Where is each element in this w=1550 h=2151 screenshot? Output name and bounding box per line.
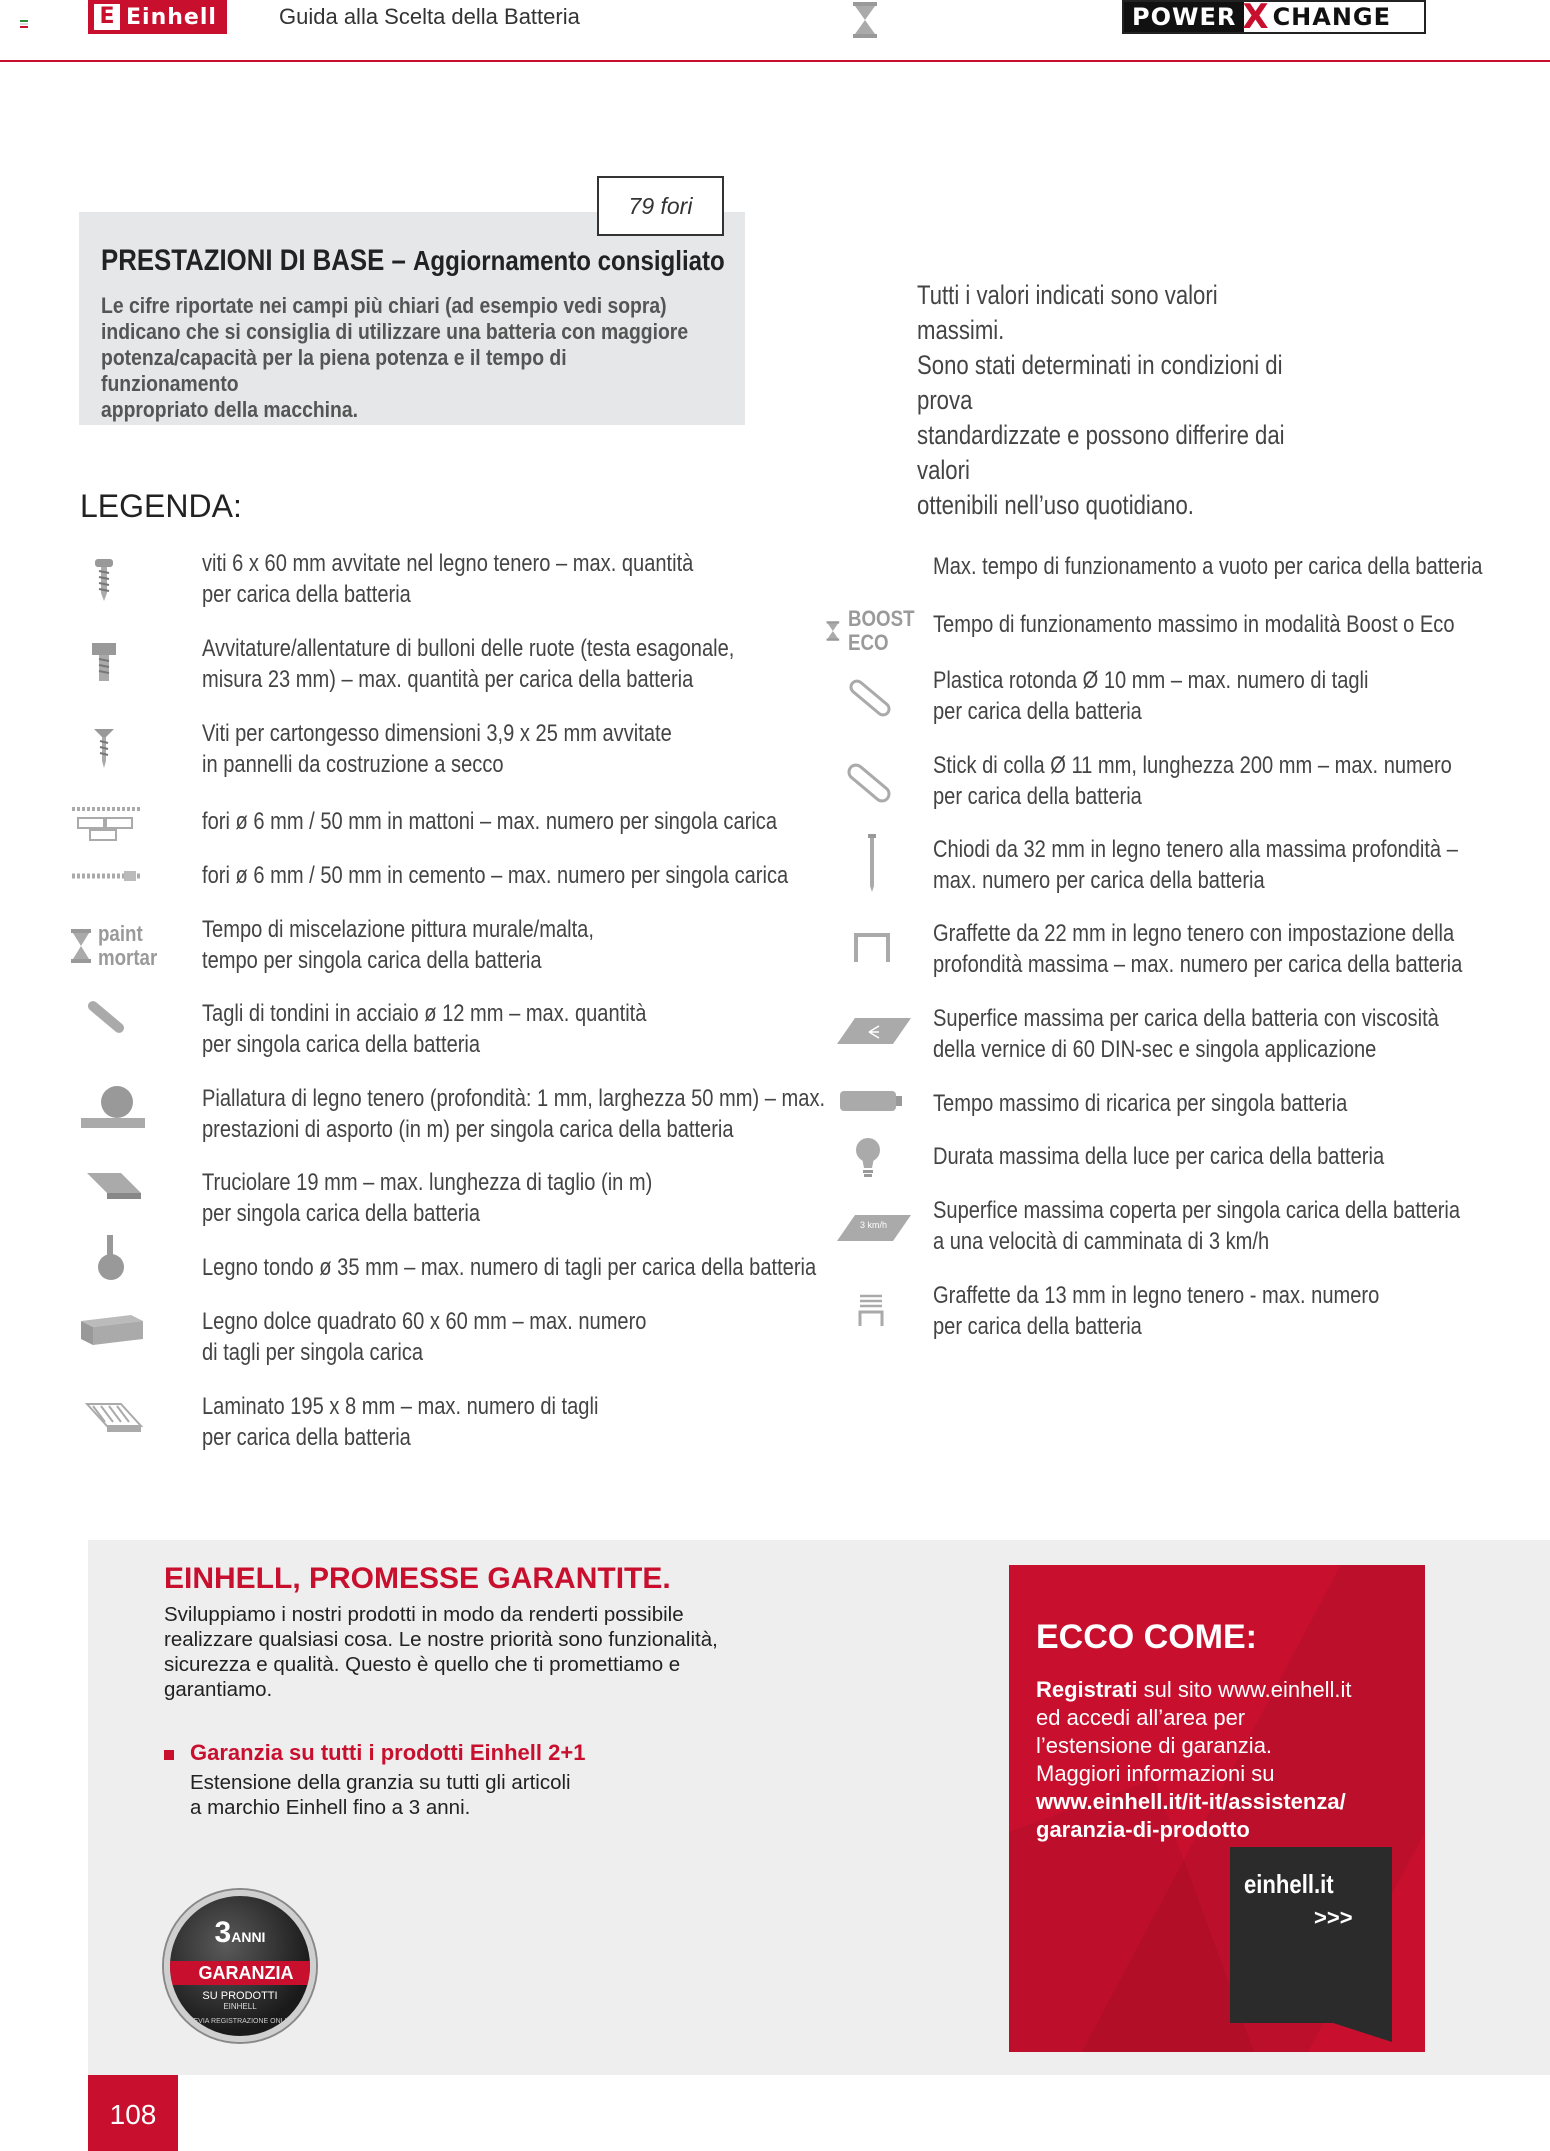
legend-line: per carica della batteria [933, 1313, 1142, 1340]
desc-line: potenza/capacità per la piena potenza e il tempo di funzionamento [101, 345, 567, 396]
legend-line: Graffette da 22 mm in legno tenero con impostazione della [933, 920, 1455, 947]
legend-item [933, 1141, 1384, 1172]
page-number: 108 [88, 2075, 178, 2151]
legend-line: Graffette da 13 mm in legno tenero - max. numero [933, 1282, 1380, 1309]
seal-years-word: ANNI [231, 1929, 266, 1945]
boost-eco-icon [826, 604, 926, 658]
speed-label: 3 km/h [860, 1220, 888, 1230]
legend-line: Durata massima della luce per carica della batteria [933, 1143, 1385, 1170]
note-line: ottenibili nell’uso quotidiano. [917, 490, 1194, 520]
legend-item [933, 918, 1462, 980]
legend-line: per singola carica della batteria [202, 1031, 481, 1058]
wheel-bolt-icon [84, 638, 124, 688]
site-label[interactable]: einhell.it [1244, 1869, 1334, 1899]
legend-line: tempo per singola carica della batteria [202, 947, 542, 974]
legend-item [933, 750, 1452, 812]
warranty-bullet-title: Garanzia su tutti i prodotti Einhell 2+1 [190, 1740, 586, 1765]
plastic-rod-icon [848, 676, 892, 720]
note-line: Sono stati determinati in condizioni di prova [917, 350, 1283, 415]
promise-title: EINHELL, PROMESSE GARANTITE. [164, 1562, 671, 1595]
legend-line: misura 23 mm) – max. quantità per carica della batteria [202, 666, 694, 693]
legend-line: Legno dolce quadrato 60 x 60 mm – max. numero [202, 1308, 647, 1335]
basic-performance-description [101, 293, 703, 423]
bulb-icon [852, 1133, 884, 1183]
legend-line: Stick di colla Ø 11 mm, lunghezza 200 mm – max. numero [933, 752, 1452, 779]
legend-line: Chiodi da 32 mm in legno tenero alla massima profondità – [933, 836, 1458, 863]
logo-power: POWER [1124, 2, 1244, 32]
logo-mark: E [94, 4, 120, 30]
ecco-line [1036, 1676, 1406, 1704]
legend-item [933, 1003, 1439, 1065]
legend-item [202, 633, 734, 695]
legend-line: Laminato 195 x 8 mm – max. numero di tagli [202, 1393, 599, 1420]
page-header [0, 0, 1550, 62]
legend-line: Legno tondo ø 35 mm – max. numero di tagli per carica della batteria [202, 1254, 817, 1281]
note-line: standardizzate e possono differire dai valori [917, 420, 1285, 485]
legend-item [933, 551, 1482, 582]
seal-sub1: SU PRODOTTI [202, 1990, 278, 2002]
flag-icon [20, 20, 28, 28]
legend-line: Plastica rotonda Ø 10 mm – max. numero di tagli [933, 667, 1369, 694]
mortar-label: mortar [98, 945, 158, 970]
promise-line: garantiamo. [164, 1678, 273, 1701]
legend-line: viti 6 x 60 mm avvitate nel legno tenero – max. quantità [202, 550, 694, 577]
legend-line: Avvitature/allentature di bulloni delle ruote (testa esagonale, [202, 635, 735, 662]
legend-line: Tempo di funzionamento massimo in modalità Boost o Eco [933, 611, 1455, 638]
logo-change: CHANGE [1272, 3, 1392, 31]
warranty-bullet-text [190, 1770, 650, 1820]
legend-line: fori ø 6 mm / 50 mm in cemento – max. numero per singola carica [202, 862, 789, 889]
legend-line: in pannelli da costruzione a secco [202, 751, 504, 778]
desc-line: Le cifre riportate nei campi più chiari (ad esempio vedi sopra) [101, 293, 667, 318]
chipboard-icon [84, 1167, 144, 1203]
legend-line: di tagli per singola carica [202, 1339, 424, 1366]
legend-item [202, 1083, 825, 1145]
round-wood-icon [94, 1232, 128, 1288]
legend-line: profondità massima – max. numero per carica della batteria [933, 951, 1463, 978]
legend-item [202, 1252, 816, 1283]
bullet-line: Estensione della granzia su tutti gli articoli [190, 1771, 571, 1794]
legend-item [933, 665, 1368, 727]
desc-line: indicano che si consiglia di utilizzare una batteria con maggiore [101, 319, 689, 344]
promise-text [164, 1602, 744, 1702]
square-timber-icon [78, 1310, 146, 1350]
logo-x: X [1242, 0, 1269, 37]
promise-line: Sviluppiamo i nostri prodotti in modo da renderti possibile [164, 1603, 684, 1626]
legend-item [202, 914, 594, 976]
legend-item [933, 1280, 1379, 1342]
legend-item [202, 998, 646, 1060]
small-staple-icon [856, 1290, 886, 1330]
ecco-line: Maggiori informazioni su [1036, 1761, 1275, 1786]
legend-line: Piallatura di legno tenero (profondità: 1 mm, larghezza 50 mm) – max. [202, 1085, 826, 1112]
warranty-seal [164, 1890, 316, 2042]
planer-icon [78, 1083, 148, 1133]
legend-item [202, 718, 672, 780]
legend-line: prestazioni di asporto (in m) per singola carica della batteria [202, 1116, 734, 1143]
legend-item [202, 860, 788, 891]
assistance-link[interactable] [1036, 1788, 1406, 1816]
legend-line: per singola carica della batteria [202, 1200, 481, 1227]
ecco-line: l’estensione di garanzia. [1036, 1733, 1273, 1758]
glue-stick-icon [846, 760, 892, 806]
eco-label: ECO [847, 630, 889, 655]
legend-item [202, 1391, 598, 1453]
assistance-link[interactable] [1036, 1816, 1406, 1844]
laminate-icon [84, 1398, 144, 1438]
hourglass-icon [852, 0, 878, 40]
steel-rod-icon [84, 995, 128, 1039]
battery-icon [838, 1088, 904, 1114]
note-line: Tutti i valori indicati sono valori massimi. [917, 280, 1218, 345]
legend-line: per carica della batteria [202, 581, 411, 608]
assistance-link-line[interactable]: garanzia-di-prodotto [1036, 1817, 1250, 1842]
seal-years [170, 1916, 310, 1950]
paint-mortar-icon [70, 920, 170, 972]
basic-performance-title [101, 244, 725, 278]
einhell-logo [88, 0, 227, 34]
seal-ring-text: PREVIA REGISTRAZIONE ONLINE [183, 2018, 297, 2025]
legend-line: della vernice di 60 DIN-sec e singola applicazione [933, 1036, 1377, 1063]
legend-line: fori ø 6 mm / 50 mm in mattoni – max. numero per singola carica [202, 808, 777, 835]
legend-line: Superfice massima per carica della batteria con viscosità [933, 1005, 1439, 1032]
basic-performance-heading: PRESTAZIONI DI BASE – [101, 244, 406, 277]
paint-label: paint [98, 921, 143, 946]
legend-line: per carica della batteria [933, 698, 1142, 725]
logo-wordmark: Einhell [126, 4, 217, 30]
promise-line: sicurezza e qualità. Questo è quello che ti promettiamo e [164, 1653, 681, 1676]
nail-icon [860, 833, 884, 893]
max-values-note [917, 278, 1311, 523]
legend-line: per carica della batteria [933, 783, 1142, 810]
seal-band: GARANZIA [164, 1961, 316, 1985]
legend-line: a una velocità di camminata di 3 km/h [933, 1228, 1270, 1255]
concrete-drill-icon [68, 866, 143, 886]
legend-item [202, 548, 693, 610]
legend-line: max. numero per carica della batteria [933, 867, 1265, 894]
register-link[interactable]: Registrati [1036, 1677, 1138, 1702]
example-value-tag: 79 fori [597, 176, 724, 236]
legend-line: Max. tempo di funzionamento a vuoto per carica della batteria [933, 553, 1483, 580]
power-x-change-logo [1122, 0, 1426, 37]
bubble-tail [1330, 2022, 1392, 2042]
basic-performance-subtitle: Aggiornamento consigliato [413, 245, 725, 276]
bullet-line: a marchio Einhell fino a 3 anni. [190, 1796, 471, 1819]
promise-line: realizzare qualsiasi cosa. Le nostre priorità sono funzionalità, [164, 1628, 718, 1651]
legend-line: Truciolare 19 mm – max. lunghezza di taglio (in m) [202, 1169, 653, 1196]
legend-item [202, 1306, 646, 1368]
ecco-come-title: ECCO COME: [1036, 1618, 1257, 1656]
legend-item [933, 1195, 1460, 1257]
bullet-square-icon [164, 1750, 174, 1760]
legend-item [933, 1088, 1347, 1119]
legend-title: LEGENDA: [80, 488, 242, 524]
staple-icon [852, 930, 892, 966]
site-speech-bubble[interactable] [1230, 1847, 1392, 2023]
ecco-line-rest: sul sito www.einhell.it [1137, 1677, 1352, 1702]
legend-line: per carica della batteria [202, 1424, 411, 1451]
seal-years-number: 3 [214, 1916, 232, 1949]
legend-line: Tempo massimo di ricarica per singola batteria [933, 1090, 1348, 1117]
screw-icon [84, 555, 124, 605]
legend-item [202, 806, 777, 837]
desc-line: appropriato della macchina. [101, 397, 358, 422]
speed-area-icon [834, 1210, 914, 1246]
arrows-icon: >>> [1314, 1905, 1353, 1930]
boost-label: BOOST [847, 606, 915, 631]
drywall-screw-icon [84, 723, 124, 773]
ecco-come-text [1036, 1676, 1406, 1844]
spray-icon [834, 1012, 914, 1050]
legend-line: Superfice massima coperta per singola carica della batteria [933, 1197, 1461, 1224]
brick-drill-icon [68, 803, 143, 845]
document-title: Guida alla Scelta della Batteria [279, 4, 580, 29]
seal-sub2: EINHELL [223, 2002, 257, 2011]
ecco-line: ed accedi all’area per [1036, 1705, 1246, 1730]
legend-item [202, 1167, 652, 1229]
legend-line: Viti per cartongesso dimensioni 3,9 x 25 mm avvitate [202, 720, 672, 747]
legend-line: Tempo di miscelazione pittura murale/malta, [202, 916, 594, 943]
legend-line: Tagli di tondini in acciaio ø 12 mm – max. quantità [202, 1000, 647, 1027]
legend-item [933, 609, 1454, 640]
assistance-link-line[interactable]: www.einhell.it/it-it/assistenza/ [1036, 1789, 1346, 1814]
legend-item [933, 834, 1458, 896]
